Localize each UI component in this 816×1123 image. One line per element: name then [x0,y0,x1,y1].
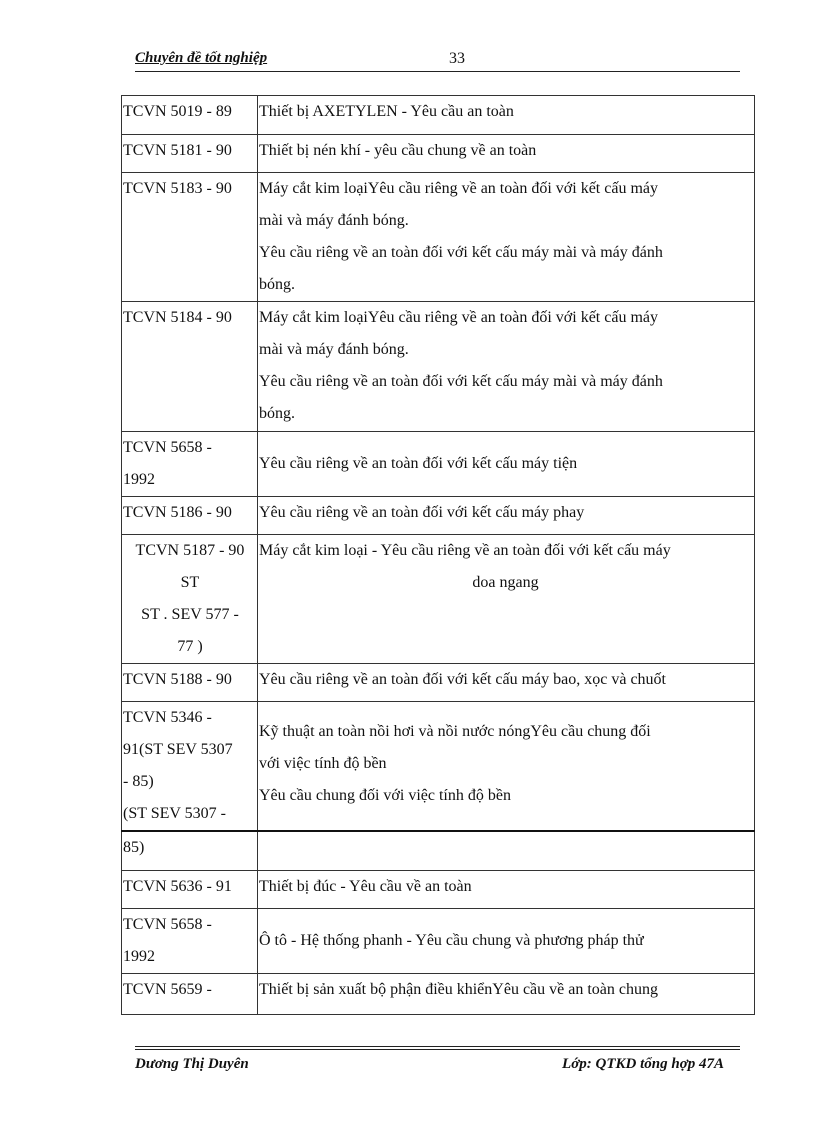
page-footer [135,1046,740,1086]
standard-description: Ô tô - Hệ thống phanh - Yêu cầu chung và phương pháp thử [258,908,755,973]
standard-description: Máy cắt kim loại - Yêu cầu riêng về an toàn đối với kết cấu máy doa ngang [258,535,755,664]
standard-code: TCVN 5658 - 1992 [122,432,258,497]
standard-description: Yêu cầu riêng về an toàn đối với kết cấu máy bao, xọc và chuốt [258,664,755,702]
standard-description: Thiết bị AXETYLEN - Yêu cầu an toàn [258,96,755,135]
standard-code: TCVN 5658 - 1992 [122,908,258,973]
standard-code: TCVN 5187 - 90 ST ST . SEV 577 - 77 ) [122,535,258,664]
table-row [122,432,755,497]
table-row [122,664,755,702]
table-row [122,173,755,302]
table-row [122,497,755,535]
table-row [122,135,755,173]
standard-description [258,831,755,870]
footer-rule [135,1049,740,1050]
standard-description: Thiết bị nén khí - yêu cầu chung về an toàn [258,135,755,173]
standard-code: TCVN 5183 - 90 [122,173,258,302]
table-row [122,535,755,664]
standard-description: Yêu cầu riêng về an toàn đối với kết cấu máy tiện [258,432,755,497]
standard-code: TCVN 5188 - 90 [122,664,258,702]
class-name: Lớp: QTKD tổng hợp 47A [562,1056,724,1072]
standard-code: TCVN 5186 - 90 [122,497,258,535]
table-row [122,702,755,832]
author-name: Dương Thị Duyên [135,1056,249,1072]
table-row [122,302,755,432]
table-row [122,908,755,973]
standard-code: TCVN 5184 - 90 [122,302,258,432]
standard-description: Máy cắt kim loạiYêu cầu riêng về an toàn đối với kết cấu máy mài và máy đánh bóng. Yêu cầu riêng về an toàn đối với kết cấu máy mài và máy đánh bóng. [258,302,755,432]
standard-description: Yêu cầu riêng về an toàn đối với kết cấu máy phay [258,497,755,535]
table-row [122,831,755,870]
standards-table [121,95,755,1015]
document-title: Chuyên đề tốt nghiệp [135,50,268,66]
standard-code: TCVN 5659 - [122,973,258,1014]
table-row [122,973,755,1014]
standard-code: TCVN 5181 - 90 [122,135,258,173]
standard-code: TCVN 5636 - 91 [122,870,258,908]
footer-rule [135,1046,740,1047]
standard-code: TCVN 5019 - 89 [122,96,258,135]
standard-description: Kỹ thuật an toàn nồi hơi và nồi nước nóngYêu cầu chung đối với việc tính độ bền Yêu cầu chung đối với việc tính độ bền [258,702,755,832]
table-row [122,870,755,908]
page-header [135,50,740,70]
standard-code: TCVN 5346 - 91(ST SEV 5307 - 85) (ST SEV 5307 - [122,702,258,832]
page-number: 33 [449,50,465,67]
standard-description: Thiết bị đúc - Yêu cầu về an toàn [258,870,755,908]
standard-code: 85) [122,831,258,870]
standard-description: Máy cắt kim loạiYêu cầu riêng về an toàn đối với kết cấu máy mài và máy đánh bóng. Yêu cầu riêng về an toàn đối với kết cấu máy mài và máy đánh bóng. [258,173,755,302]
header-rule [135,71,740,72]
table-row [122,96,755,135]
standard-description: Thiết bị sản xuất bộ phận điều khiểnYêu cầu về an toàn chung [258,973,755,1014]
